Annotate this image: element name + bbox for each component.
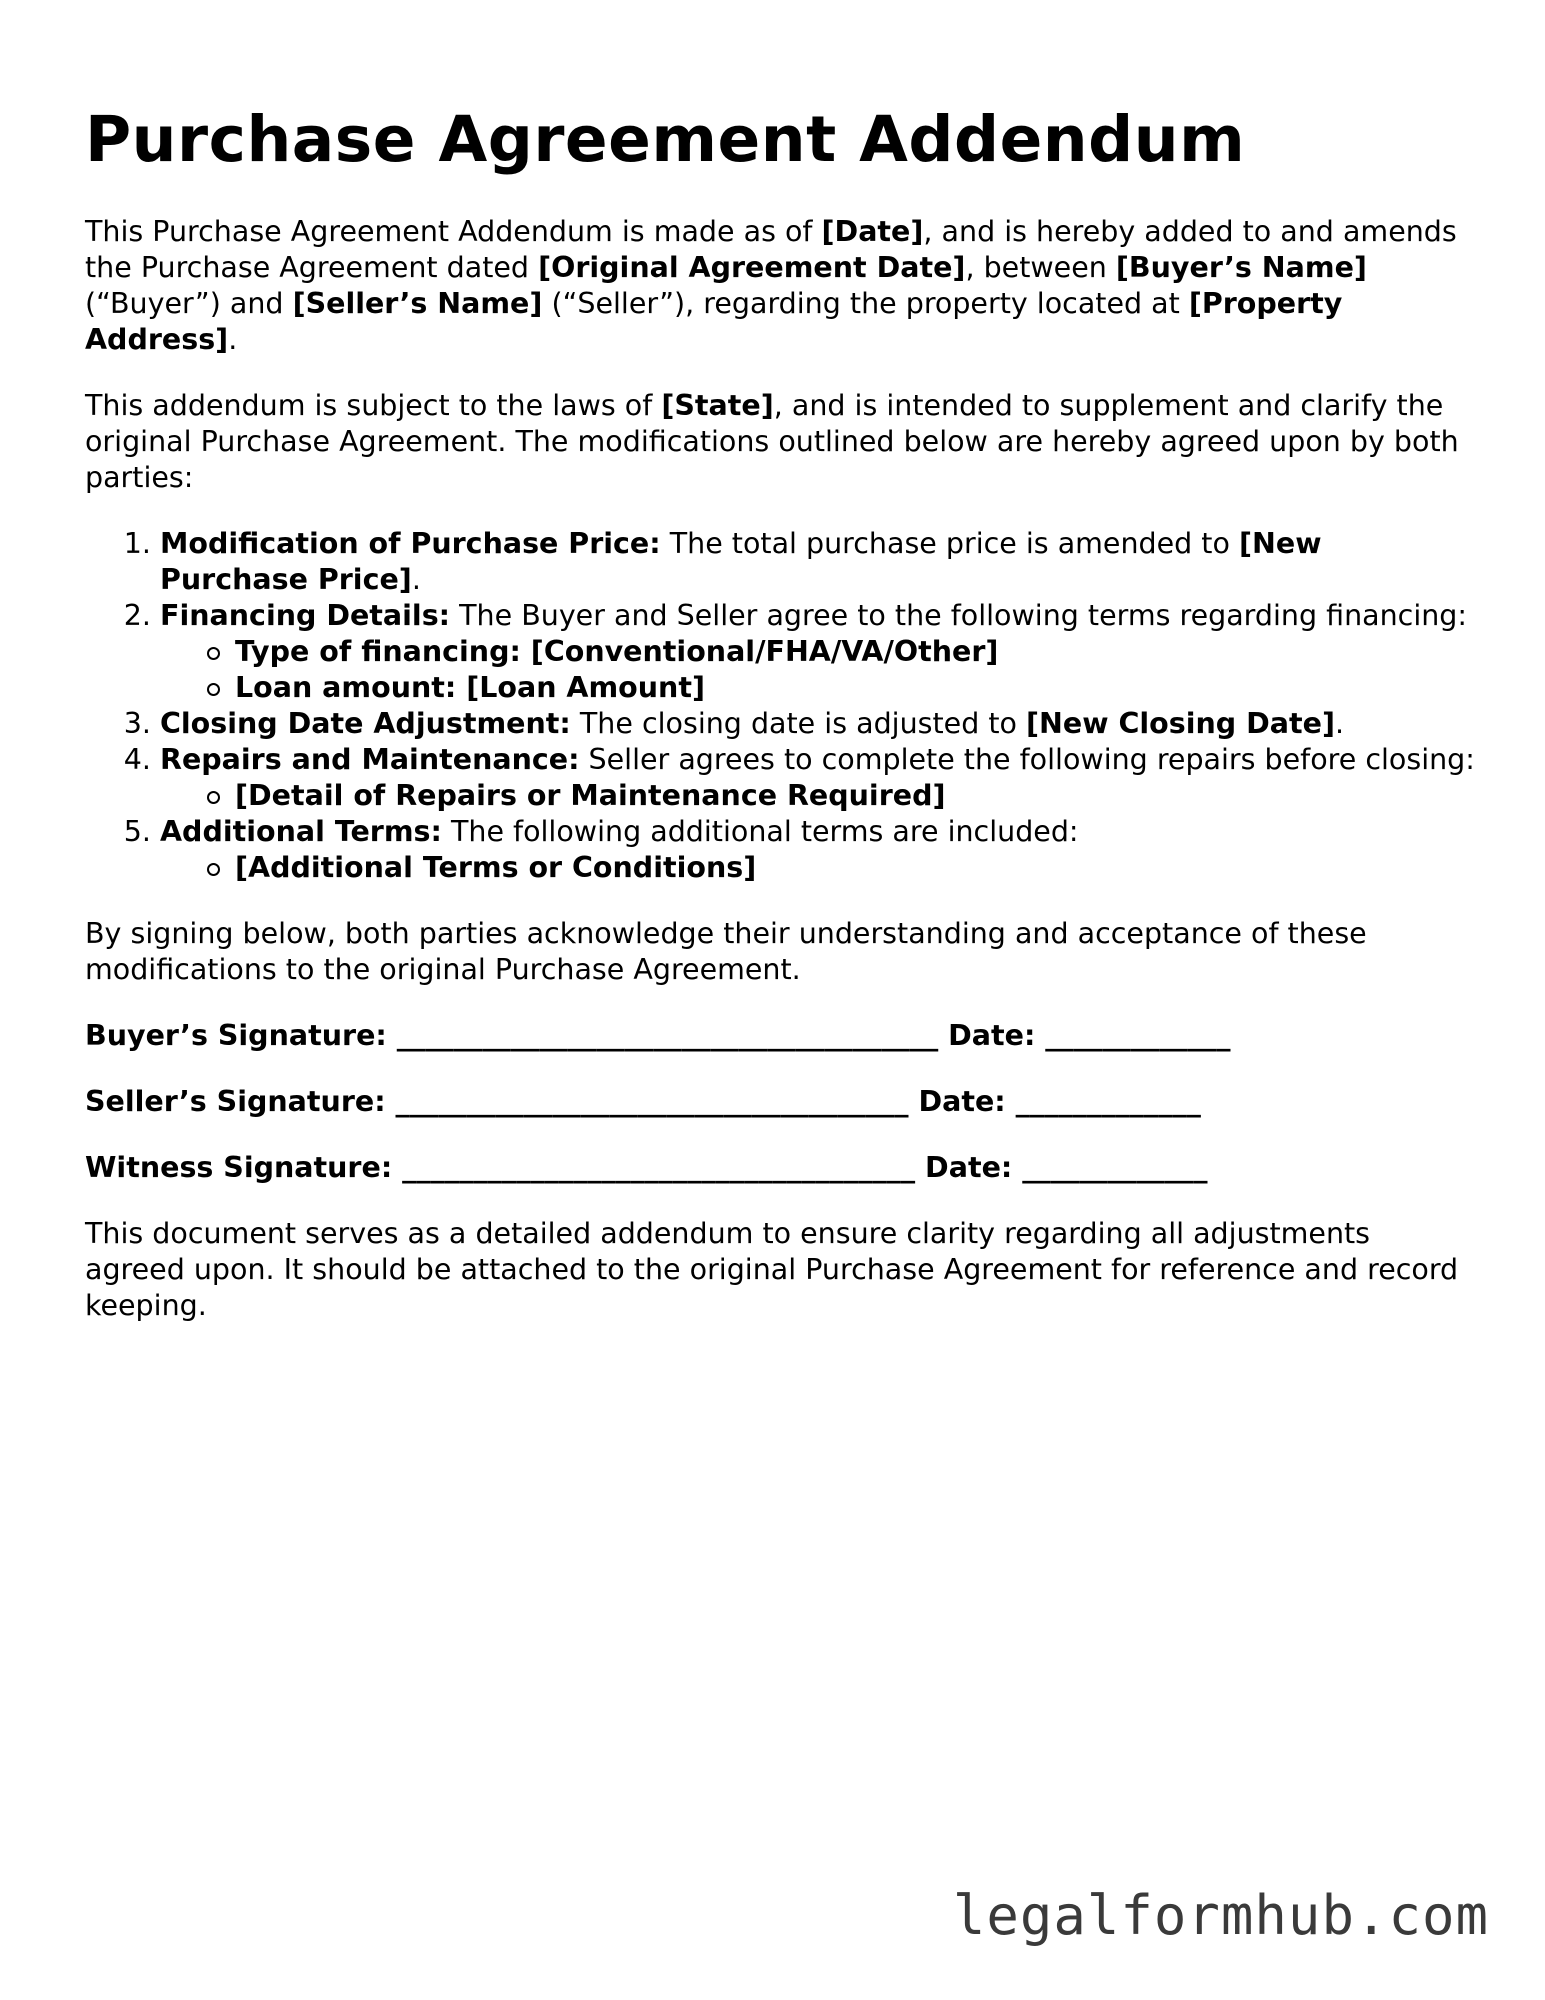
item-text: . <box>1334 707 1345 740</box>
state-placeholder: [State] <box>661 389 774 422</box>
item-heading: Repairs and Maintenance: <box>160 743 580 776</box>
sub-list-item: [Additional Terms or Conditions] <box>235 850 1475 886</box>
sub-list <box>160 850 1475 886</box>
seller-name-placeholder: [Seller’s Name] <box>292 287 543 320</box>
new-purchase-price-placeholder: [New Purchase Price] <box>160 527 1322 596</box>
buyer-name-placeholder: [Buyer’s Name] <box>1115 251 1367 284</box>
sub-list <box>160 634 1475 706</box>
law-text: This addendum is subject to the laws of <box>85 389 662 422</box>
item-heading: Modification of Purchase Price: <box>160 527 661 560</box>
item-text: The closing date is adjusted to <box>570 707 1027 740</box>
intro-text: (“Buyer”) and <box>85 287 293 320</box>
new-closing-date-placeholder: [New Closing Date] <box>1026 707 1335 740</box>
sub-list-item: [Detail of Repairs or Maintenance Required] <box>235 778 1475 814</box>
intro-paragraph <box>85 214 1475 358</box>
intro-text: This Purchase Agreement Addendum is made as of <box>85 215 822 248</box>
list-item <box>160 706 1475 742</box>
item-heading: Closing Date Adjustment: <box>160 707 571 740</box>
intro-text: (“Seller”), regarding the property located at <box>542 287 1189 320</box>
governing-law-paragraph <box>85 388 1475 496</box>
acknowledgement-paragraph: By signing below, both parties acknowledge their understanding and acceptance of these modifications to the original Purchase Agreement. <box>85 917 1367 986</box>
original-agreement-date-placeholder: [Original Agreement Date] <box>538 251 966 284</box>
witness-signature-line: Witness Signature: ____________________________________ Date: _____________ <box>85 1151 1208 1184</box>
list-item <box>160 526 1475 598</box>
item-text: The total purchase price is amended to <box>660 527 1239 560</box>
buyer-signature-line: Buyer’s Signature: ______________________________________ Date: _____________ <box>85 1019 1231 1052</box>
item-text: The Buyer and Seller agree to the following terms regarding financing: <box>450 599 1468 632</box>
item-heading: Additional Terms: <box>160 815 442 848</box>
item-text: The following additional terms are included: <box>441 815 1079 848</box>
intro-text: , and is hereby added to and amends the Purchase Agreement dated <box>85 215 1457 284</box>
seller-signature-line: Seller’s Signature: ____________________________________ Date: _____________ <box>85 1085 1201 1118</box>
sub-list-item: Loan amount: [Loan Amount] <box>235 670 1475 706</box>
brand-watermark: legalformhub.com <box>952 1884 1489 1947</box>
list-item <box>160 598 1475 706</box>
intro-text: . <box>228 323 238 356</box>
item-text: Seller agrees to complete the following repairs before closing: <box>579 743 1475 776</box>
sub-list-item: Type of financing: [Conventional/FHA/VA/Other] <box>235 634 1475 670</box>
closing-paragraph: This document serves as a detailed addendum to ensure clarity regarding all adjustments agreed upon. It should be attached to the original Purchase Agreement for reference and record keeping. <box>85 1217 1459 1322</box>
law-text: , and is intended to supplement and clarify the original Purchase Agreement. The modifications outlined below are hereby agreed upon by both parties: <box>85 389 1459 494</box>
item-heading: Financing Details: <box>160 599 451 632</box>
sub-list <box>160 778 1475 814</box>
date-placeholder: [Date] <box>821 215 924 248</box>
modifications-list <box>85 526 1475 886</box>
document-page <box>85 100 1475 1354</box>
list-item <box>160 814 1475 886</box>
intro-text: , between <box>965 251 1116 284</box>
list-item <box>160 742 1475 814</box>
document-title: Purchase Agreement Addendum <box>85 103 1246 176</box>
property-address-placeholder: [Property Address] <box>85 287 1343 356</box>
item-text: . <box>411 563 421 596</box>
